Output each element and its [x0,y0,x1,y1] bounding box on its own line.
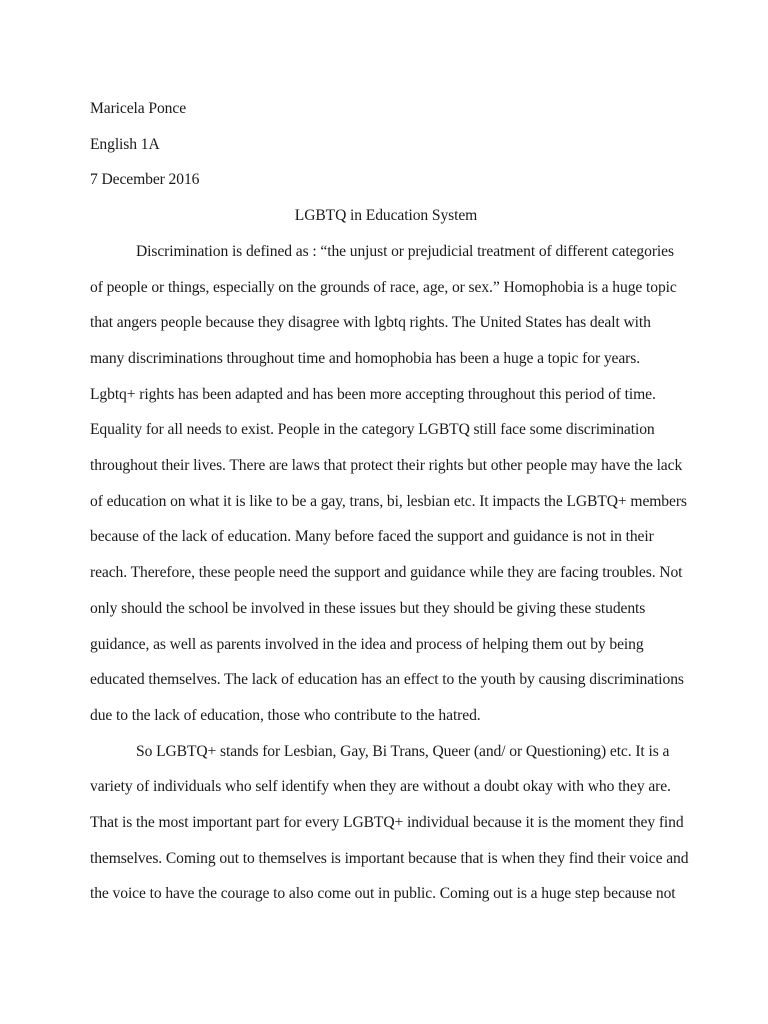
course-name: English 1A [90,135,160,153]
paragraph-line: throughout their lives. There are laws that protect their rights but other people may have the lack [90,457,683,475]
paragraph-line: of people or things, especially on the grounds of race, age, or sex.” Homophobia is a huge topic [90,278,677,296]
author-name: Maricela Ponce [90,100,187,117]
paragraph-line: due to the lack of education, those who contribute to the hatred. [90,706,481,724]
paragraph-line: variety of individuals who self identify when they are without a doubt okay with who they are. [90,778,671,796]
paragraph-line: because of the lack of education. Many before faced the support and guidance is not in their [90,528,654,546]
paragraph-line: only should the school be involved in these issues but they should be giving these students [90,599,646,617]
document-date: 7 December 2016 [90,171,200,189]
paragraph-1 [90,234,687,734]
paragraph-line: the voice to have the courage to also come out in public. Coming out is a huge step because not [90,885,676,903]
paragraph-line: Equality for all needs to exist. People in the category LGBTQ still face some discrimination [90,421,655,439]
paragraph-line: reach. Therefore, these people need the support and guidance while they are facing troubles. Not [90,564,683,582]
paragraph-line: of education on what it is like to be a gay, trans, bi, lesbian etc. It impacts the LGBTQ+ members [90,492,687,510]
paragraph-line: Lgbtq+ rights has been adapted and has been more accepting throughout this period of time. [90,385,656,403]
paragraph-line: many discriminations throughout time and homophobia has been a huge a topic for years. [90,349,641,367]
paragraph-line: That is the most important part for every LGBTQ+ individual because it is the moment they find [90,814,684,832]
paragraph-line: guidance, as well as parents involved in the idea and process of helping them out by being [90,635,644,653]
paragraph-line: that angers people because they disagree with lgbtq rights. The United States has dealt with [90,314,651,332]
paragraph-line: So LGBTQ+ stands for Lesbian, Gay, Bi Trans, Queer (and/ or Questioning) etc. It is a [136,742,670,760]
paragraph-2 [90,734,689,913]
paragraph-line: themselves. Coming out to themselves is important because that is when they find their voice and [90,849,689,867]
paragraph-line: Discrimination is defined as : “the unjust or prejudicial treatment of different categories [136,242,674,260]
paragraph-line: educated themselves. The lack of education has an effect to the youth by causing discriminations [90,671,684,689]
document-title: LGBTQ in Education System [294,207,478,225]
